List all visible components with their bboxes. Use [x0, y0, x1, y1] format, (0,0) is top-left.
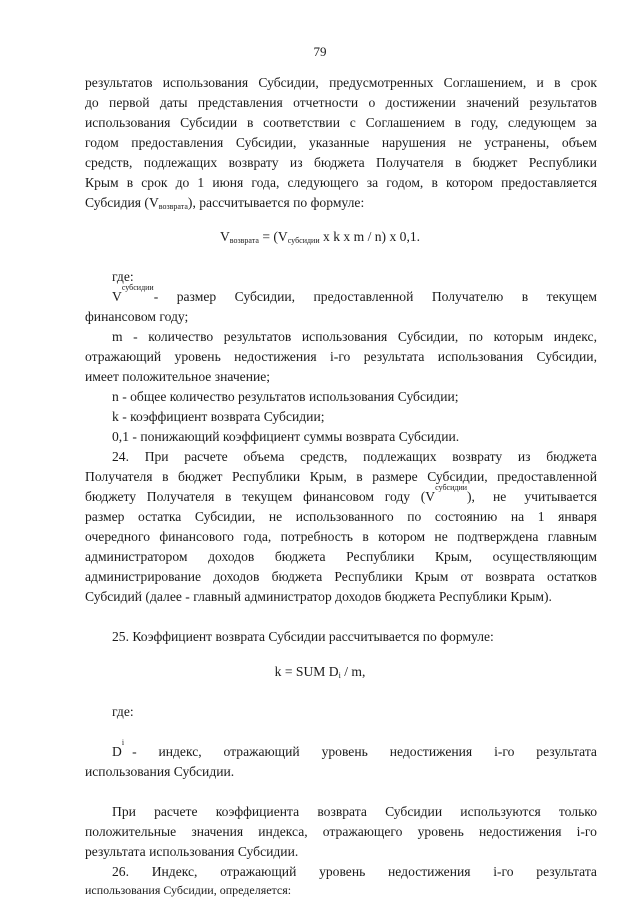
- text-line: использования Субсидии, определяется:: [85, 883, 292, 897]
- paragraph-calc: При расчете коэффициента возврата Субсидии используются только: [112, 804, 597, 819]
- paragraph-26: 26. Индекс, отражающий уровень недостижения i-го результата: [112, 864, 597, 879]
- definition-n: n - общее количество результатов использования Субсидии;: [112, 389, 459, 404]
- text-line: Субсидий (далее - главный администратор доходов бюджета Республики Крым).: [85, 589, 552, 604]
- definition-k: k - коэффициент возврата Субсидии;: [112, 409, 325, 424]
- where-label: где:: [112, 704, 134, 719]
- text-line: до первой даты представления отчетности о достижении значений результатов: [85, 95, 597, 110]
- text-line: бюджету Получателя в текущем финансовом году (V субсидии ), не учитывается: [85, 483, 597, 504]
- text-line: очередного финансового года, потребность в котором не подтверждена главным: [85, 529, 597, 544]
- where-label: где:: [112, 269, 134, 284]
- definition-v-subsidy: V субсидии - размер Субсидии, предоставленной Получателю в текущем: [112, 283, 597, 304]
- text-line: администрирование доходов бюджета Республики Крым от возврата остатков: [85, 569, 597, 584]
- text-line: Получателя в бюджет Республики Крым, в размере Субсидии, предоставленной: [85, 469, 597, 484]
- paragraph-25: 25. Коэффициент возврата Субсидии рассчитывается по формуле:: [112, 629, 494, 644]
- text-line: администратором доходов бюджета Республики Крым, осуществляющим: [85, 549, 597, 564]
- text-line: Субсидия $(V_{возврата})$, рассчитывается по формуле:: [85, 195, 365, 211]
- text-line: положительные значения индекса, отражающего уровень недостижения i-го: [85, 824, 597, 839]
- text-line: использования Субсидии в соответствии с Соглашением в году, следующем за: [85, 115, 597, 130]
- definition-di: D i - индекс, отражающий уровень недостижения i-го результата: [112, 738, 597, 759]
- text-line: Крым в срок до 1 июня года, следующего за годом, в котором предоставляется: [85, 175, 597, 190]
- paragraph-24: 24. При расчете объема средств, подлежащих возврату из бюджета: [112, 449, 597, 464]
- definition-coefficient: 0,1 - понижающий коэффициент суммы возврата Субсидии.: [112, 429, 460, 444]
- formula-return-amount: $V_{возврата} = (V_{субсидии}$ x k x m / n) x 0,1.: [219, 229, 421, 245]
- page-number: 79: [313, 44, 327, 59]
- definition-m: m - количество результатов использования Субсидии, по которым индекс,: [112, 329, 597, 344]
- text-line: отражающий уровень недостижения i-го результата использования Субсидии,: [85, 349, 597, 364]
- text-line: использования Субсидии.: [85, 764, 235, 779]
- text-line: средств, подлежащих возврату из бюджета Получателя в бюджет Республики: [85, 155, 597, 170]
- text-line: имеет положительное значение;: [85, 369, 271, 384]
- text-line: результата использования Субсидии.: [85, 844, 299, 859]
- text-line: размер остатка Субсидии, не использованного по состоянию на 1 января: [85, 509, 597, 524]
- text-line: годом предоставления Субсидии, указанные нарушения не устранены, объем: [85, 135, 597, 150]
- formula-coefficient: k = SUM $D_i$ / m,: [274, 664, 366, 680]
- text-line: финансовом году;: [85, 309, 189, 324]
- text-line: результатов использования Субсидии, предусмотренных Соглашением, и в срок: [85, 75, 597, 90]
